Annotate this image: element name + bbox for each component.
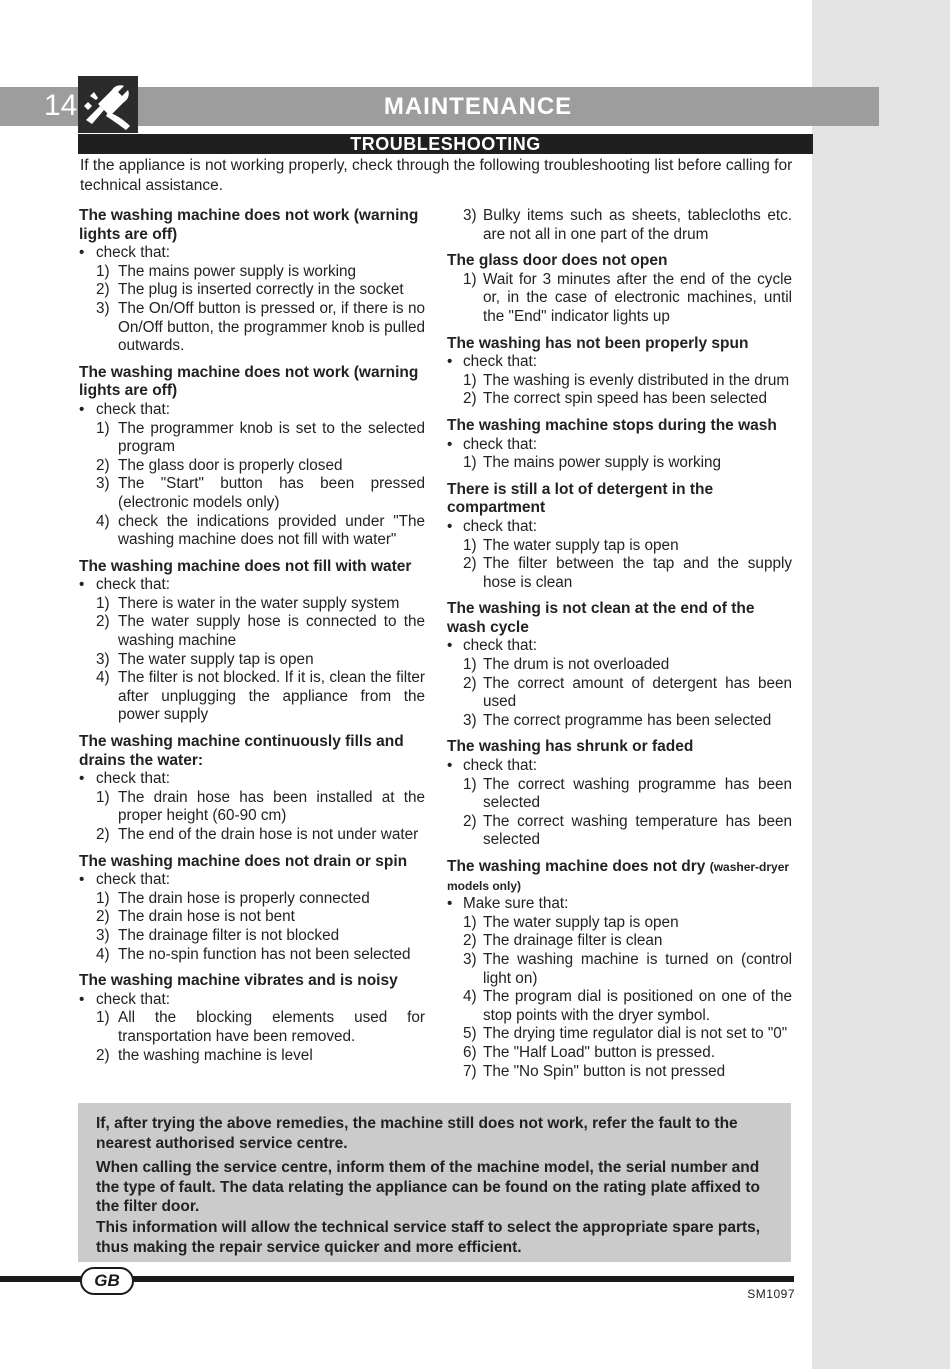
problem-title xyxy=(79,364,425,401)
item-text: The mains power supply is working xyxy=(483,454,722,472)
item-text: The correct washing temperature has been selected xyxy=(483,812,792,849)
item-text: The water supply tap is open xyxy=(483,536,679,554)
check-lead-text: check that: xyxy=(463,517,537,535)
check-lead-text: check that: xyxy=(96,871,170,889)
list-item xyxy=(447,537,792,556)
item-text: The drain hose has been installed at the proper height (60-90 cm) xyxy=(118,788,425,825)
item-text: The program dial is positioned on one of the stop points with the dryer symbol. xyxy=(483,988,792,1024)
list-item xyxy=(447,207,792,244)
problem-title-text: The washing machine vibrates and is noisy xyxy=(79,972,398,990)
item-number: 1) xyxy=(96,419,110,437)
item-text: The correct amount of detergent has been used xyxy=(483,674,792,711)
item-text: Bulky items such as sheets, tablecloths etc. are not all in one part of the drum xyxy=(483,207,792,243)
item-number: 1) xyxy=(96,1009,110,1027)
list-item xyxy=(447,1025,792,1044)
item-text: The filter is not blocked. If it is, clean the filter after unplugging the appliance from the power supply xyxy=(118,669,425,724)
right-column-blocks xyxy=(447,252,792,1081)
item-number: 2) xyxy=(96,613,110,631)
bullet-icon: • xyxy=(447,637,453,655)
item-number: 1) xyxy=(463,454,477,472)
page-number: 14 xyxy=(44,89,78,122)
bullet-icon: • xyxy=(79,576,85,594)
right-column xyxy=(447,207,792,1089)
check-list xyxy=(79,420,425,550)
problem-title xyxy=(447,252,792,271)
item-number: 1) xyxy=(463,270,477,288)
problem-title-text: The washing machine does not fill with water xyxy=(79,557,412,575)
check-list xyxy=(447,271,792,327)
item-number: 2) xyxy=(463,555,477,573)
list-item xyxy=(79,1009,425,1046)
item-text: All the blocking elements used for transportation have been removed. xyxy=(118,1009,425,1045)
item-number: 1) xyxy=(463,775,477,793)
problem-title-text: There is still a lot of detergent in the compartment xyxy=(447,480,714,517)
check-lead-text: check that: xyxy=(463,637,537,655)
check-list xyxy=(447,537,792,593)
problem-title-text: The washing machine stops during the wash xyxy=(447,416,777,434)
troubleshooting-block xyxy=(79,558,425,725)
bullet-icon: • xyxy=(447,757,453,775)
list-item xyxy=(79,651,425,670)
troubleshooting-block xyxy=(447,600,792,730)
list-item xyxy=(447,1063,792,1082)
problem-title xyxy=(447,738,792,757)
list-item xyxy=(79,826,425,845)
list-item xyxy=(447,555,792,592)
problem-title-text: The washing is not clean at the end of the wash cycle xyxy=(447,600,755,636)
item-number: 1) xyxy=(96,262,110,280)
list-item xyxy=(79,789,425,826)
check-list xyxy=(447,454,792,473)
item-text: The washing is evenly distributed in the drum xyxy=(483,371,790,389)
check-list xyxy=(447,776,792,850)
item-text: Wait for 3 minutes after the end of the cycle or, in the case of electronic machines, until the "End" indicator lights up xyxy=(483,270,792,325)
check-lead-text: check that: xyxy=(463,353,537,371)
item-number: 2) xyxy=(96,456,110,474)
check-list xyxy=(79,890,425,964)
problem-title-note: (washer-dryer models only) xyxy=(447,860,790,893)
list-item xyxy=(79,946,425,965)
check-lead xyxy=(447,353,792,372)
check-list xyxy=(79,1009,425,1065)
item-number: 4) xyxy=(96,669,110,687)
troubleshooting-block xyxy=(79,853,425,965)
list-item xyxy=(79,300,425,356)
check-lead-text: check that: xyxy=(96,576,170,594)
item-text: The washing machine is turned on (control light on) xyxy=(483,950,792,987)
problem-title-text: The glass door does not open xyxy=(447,252,668,270)
check-lead xyxy=(79,576,425,595)
check-lead-text: check that: xyxy=(96,400,170,418)
list-item xyxy=(79,263,425,282)
item-text: The filter between the tap and the supply hose is clean xyxy=(483,555,792,591)
item-number: 1) xyxy=(463,371,477,389)
check-list xyxy=(79,789,425,845)
check-lead xyxy=(79,401,425,420)
item-number: 4) xyxy=(96,512,110,530)
troubleshooting-block xyxy=(79,364,425,550)
list-item xyxy=(447,712,792,731)
item-number: 6) xyxy=(463,1043,477,1061)
bullet-icon: • xyxy=(447,435,453,453)
item-number: 3) xyxy=(463,950,477,968)
list-item xyxy=(447,454,792,473)
list-item xyxy=(447,656,792,675)
troubleshooting-block xyxy=(447,738,792,850)
item-text: The drying time regulator dial is not set to "0" xyxy=(483,1025,788,1043)
check-lead-text: check that: xyxy=(96,244,170,262)
troubleshooting-block xyxy=(79,733,425,845)
check-list xyxy=(447,656,792,730)
list-item xyxy=(447,271,792,327)
bullet-icon: • xyxy=(447,353,453,371)
item-text: The "No Spin" button is not pressed xyxy=(483,1062,726,1080)
item-number: 3) xyxy=(96,475,110,493)
problem-title-text: The washing has not been properly spun xyxy=(447,334,749,352)
continued-list xyxy=(447,207,792,244)
check-lead xyxy=(447,436,792,455)
list-item xyxy=(79,927,425,946)
list-item xyxy=(447,390,792,409)
problem-title-text: The washing machine does not work (warning lights are off) xyxy=(79,363,419,400)
item-text: The mains power supply is working xyxy=(118,262,357,280)
maintenance-icon xyxy=(78,76,138,133)
item-text: The drainage filter is not blocked xyxy=(118,926,340,944)
item-text: The drain hose is not bent xyxy=(118,908,295,926)
item-text: The programmer knob is set to the selected program xyxy=(118,419,425,456)
item-number: 1) xyxy=(96,889,110,907)
item-text: The correct programme has been selected xyxy=(483,711,772,729)
check-lead xyxy=(79,770,425,789)
check-lead xyxy=(79,244,425,263)
check-lead-text: check that: xyxy=(96,990,170,1008)
item-number: 2) xyxy=(463,390,477,408)
item-text: The drain hose is properly connected xyxy=(118,889,370,907)
problem-title xyxy=(447,335,792,354)
check-lead xyxy=(447,895,792,914)
notice-paragraph-2: When calling the service centre, inform them of the machine model, the serial number and the type of fault. The data relating the appliance can be found on the rating plate affixed to the filter door. xyxy=(96,1159,760,1215)
item-number: 3) xyxy=(96,299,110,317)
bullet-icon: • xyxy=(447,517,453,535)
item-text: The correct washing programme has been selected xyxy=(483,775,792,812)
troubleshooting-block xyxy=(447,481,792,593)
item-text: The glass door is properly closed xyxy=(118,456,343,474)
item-text: The no-spin function has not been selected xyxy=(118,945,411,963)
check-list xyxy=(79,263,425,356)
problem-title xyxy=(447,481,792,518)
list-item xyxy=(79,908,425,927)
item-text: The correct spin speed has been selected xyxy=(483,390,768,408)
check-lead xyxy=(447,518,792,537)
list-item xyxy=(79,890,425,909)
list-item xyxy=(79,457,425,476)
check-list xyxy=(447,914,792,1081)
list-item xyxy=(447,988,792,1025)
right-margin-strip xyxy=(812,0,950,1369)
bullet-icon: • xyxy=(79,990,85,1008)
list-item xyxy=(79,513,425,550)
item-number: 3) xyxy=(96,650,110,668)
item-number: 7) xyxy=(463,1062,477,1080)
problem-title xyxy=(447,858,792,895)
item-number: 2) xyxy=(96,908,110,926)
item-number: 3) xyxy=(463,207,477,224)
item-text: The water supply tap is open xyxy=(118,650,314,668)
bullet-icon: • xyxy=(79,770,85,788)
problem-title-text: The washing machine continuously fills and drains the water: xyxy=(79,733,404,769)
problem-title xyxy=(79,558,425,577)
item-number: 5) xyxy=(463,1025,477,1043)
check-lead-text: check that: xyxy=(96,770,170,788)
bullet-icon: • xyxy=(79,244,85,262)
check-lead xyxy=(79,991,425,1010)
bullet-icon: • xyxy=(79,871,85,889)
list-item xyxy=(79,475,425,512)
check-lead xyxy=(447,637,792,656)
list-item xyxy=(447,914,792,933)
item-text: The water supply hose is connected to the washing machine xyxy=(118,613,425,650)
list-item xyxy=(79,281,425,300)
item-text: The "Start" button has been pressed (electronic models only) xyxy=(118,475,425,511)
problem-title-text: The washing machine does not drain or spin xyxy=(79,852,408,870)
item-number: 1) xyxy=(463,656,477,674)
list-item xyxy=(79,669,425,725)
troubleshooting-block xyxy=(447,252,792,326)
notice-paragraph-1: If, after trying the above remedies, the machine still does not work, refer the fault to the nearest authorised service centre. xyxy=(96,1115,738,1152)
item-number: 1) xyxy=(96,594,110,612)
intro-text: If the appliance is not working properly, check through the following troubleshooting list before calling for technical assistance. xyxy=(80,157,793,194)
list-item xyxy=(447,813,792,850)
document-code: SM1097 xyxy=(747,1287,795,1301)
item-text: check the indications provided under "The washing machine does not fill with water" xyxy=(118,512,425,549)
problem-title-text: The washing has shrunk or faded xyxy=(447,738,694,756)
troubleshooting-block xyxy=(79,972,425,1065)
list-item xyxy=(447,776,792,813)
list-item xyxy=(79,595,425,614)
bullet-icon: • xyxy=(447,895,453,913)
list-item xyxy=(447,1044,792,1063)
troubleshooting-block xyxy=(447,858,792,1081)
problem-title-text: The washing machine does not work (warning lights are off) xyxy=(79,207,419,243)
check-lead xyxy=(447,757,792,776)
list-item xyxy=(447,932,792,951)
check-lead-text: check that: xyxy=(463,757,537,775)
subheader-title: TROUBLESHOOTING xyxy=(350,134,541,154)
troubleshooting-block xyxy=(447,417,792,473)
item-number: 2) xyxy=(96,1046,110,1064)
item-text: There is water in the water supply system xyxy=(118,594,400,612)
item-text: the washing machine is level xyxy=(118,1046,313,1064)
problem-title xyxy=(447,417,792,436)
check-lead-text: Make sure that: xyxy=(463,895,569,913)
list-item xyxy=(447,675,792,712)
item-text: The "Half Load" button is pressed. xyxy=(483,1043,715,1061)
check-list xyxy=(447,372,792,409)
check-list xyxy=(79,595,425,725)
list-item xyxy=(447,372,792,391)
left-column xyxy=(79,207,425,1073)
list-item xyxy=(79,1047,425,1066)
problem-title xyxy=(447,600,792,637)
item-number: 3) xyxy=(96,926,110,944)
item-text: The water supply tap is open xyxy=(483,913,679,931)
item-text: The On/Off button is pressed or, if there is no On/Off button, the programmer knob is pulled outwards. xyxy=(118,299,425,355)
item-number: 4) xyxy=(463,988,477,1006)
item-text: The plug is inserted correctly in the socket xyxy=(118,281,404,299)
item-number: 2) xyxy=(463,674,477,692)
item-number: 2) xyxy=(463,812,477,830)
item-text: The drainage filter is clean xyxy=(483,932,663,950)
list-item xyxy=(447,951,792,988)
troubleshooting-block xyxy=(79,207,425,356)
bullet-icon: • xyxy=(79,400,85,418)
item-number: 3) xyxy=(463,711,477,729)
troubleshooting-block xyxy=(447,335,792,409)
check-lead xyxy=(79,871,425,890)
item-text: The end of the drain hose is not under water xyxy=(118,826,419,843)
item-number: 4) xyxy=(96,945,110,963)
item-text: The drum is not overloaded xyxy=(483,656,670,674)
item-number: 2) xyxy=(96,281,110,299)
country-badge: GB xyxy=(80,1267,134,1295)
notice-paragraph-3: This information will allow the technical service staff to select the appropriate spare parts, thus making the repair service quicker and more efficient. xyxy=(96,1219,761,1256)
list-item xyxy=(79,613,425,650)
section-title: MAINTENANCE xyxy=(383,93,573,120)
item-number: 1) xyxy=(96,788,110,806)
item-number: 1) xyxy=(463,913,477,931)
problem-title xyxy=(79,207,425,244)
problem-title xyxy=(79,733,425,770)
problem-title xyxy=(79,972,425,991)
list-item xyxy=(79,420,425,457)
item-number: 2) xyxy=(463,932,477,950)
problem-title-text: The washing machine does not dry xyxy=(447,858,706,875)
item-number: 2) xyxy=(96,826,110,843)
item-number: 1) xyxy=(463,536,477,554)
check-lead-text: check that: xyxy=(463,435,537,453)
problem-title xyxy=(79,853,425,872)
service-notice xyxy=(78,1103,791,1262)
